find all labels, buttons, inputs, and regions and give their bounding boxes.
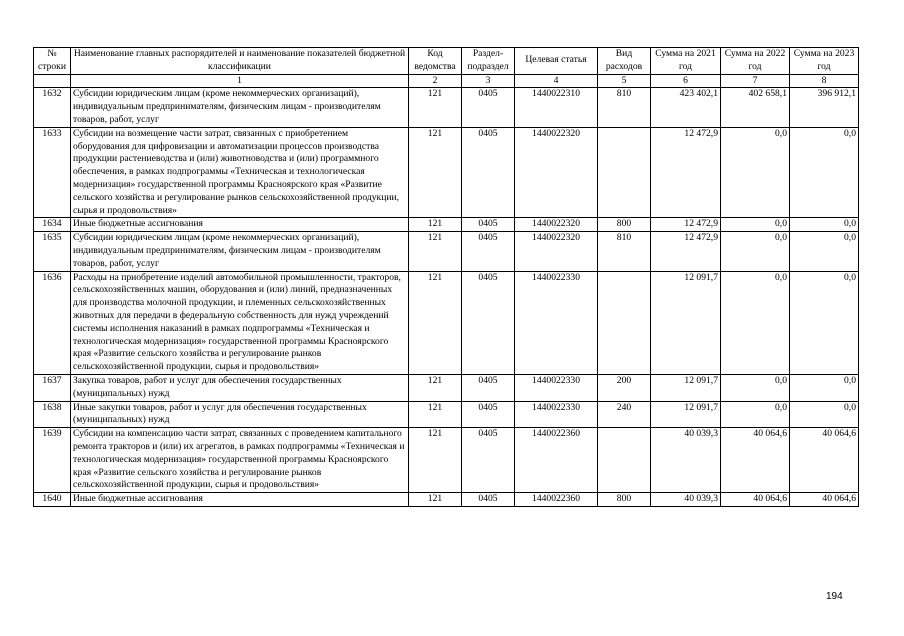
sum-2021-cell: 40 039,3 (651, 428, 721, 493)
dept-code-cell: 121 (409, 374, 462, 401)
header-section: Раздел-подраздел (462, 48, 515, 75)
header-dept-code: Код ведомства (409, 48, 462, 75)
column-number (34, 74, 71, 88)
sum-2023-cell: 396 912,1 (790, 88, 859, 127)
sum-2023-cell: 0,0 (790, 401, 859, 428)
sum-2022-cell: 0,0 (721, 374, 790, 401)
expense-type-cell (598, 127, 651, 218)
expense-type-cell: 240 (598, 401, 651, 428)
sum-2021-cell: 12 472,9 (651, 218, 721, 232)
sum-2022-cell: 0,0 (721, 401, 790, 428)
sum-2021-cell: 12 091,7 (651, 401, 721, 428)
section-cell: 0405 (462, 493, 515, 507)
column-number: 3 (462, 74, 515, 88)
dept-code-cell: 121 (409, 428, 462, 493)
header-name: Наименование главных распорядителей и наименование показателей бюджетной классификации (71, 48, 409, 75)
header-expense-type: Вид расходов (598, 48, 651, 75)
target-article-cell: 1440022320 (515, 232, 598, 271)
row-number-cell: 1638 (34, 401, 71, 428)
header-sum-2022: Сумма на 2022 год (721, 48, 790, 75)
column-number: 1 (71, 74, 409, 88)
sum-2021-cell: 12 472,9 (651, 127, 721, 218)
target-article-cell: 1440022360 (515, 493, 598, 507)
column-number-row (34, 74, 859, 88)
sum-2023-cell: 0,0 (790, 271, 859, 374)
dept-code-cell: 121 (409, 401, 462, 428)
dept-code-cell: 121 (409, 218, 462, 232)
target-article-cell: 1440022330 (515, 374, 598, 401)
sum-2023-cell: 0,0 (790, 374, 859, 401)
sum-2022-cell: 0,0 (721, 232, 790, 271)
header-target-article: Целевая статья (515, 48, 598, 75)
table-row (34, 218, 859, 232)
column-number: 6 (651, 74, 721, 88)
row-name-cell: Субсидии на возмещение части затрат, связанных с приобретением оборудования для цифровизации и автоматизации процессов производства продукции растениеводства и (или) животноводства и (или) программного обеспечения, в рамках подпрограммы «Техническая и технологическая модернизация» государственной программы Красноярского края «Развитие сельского хозяйства и регулирование рынков сельскохозяйственной продукции, сырья и продовольствия» (71, 127, 409, 218)
target-article-cell: 1440022320 (515, 218, 598, 232)
section-cell: 0405 (462, 88, 515, 127)
sum-2023-cell: 0,0 (790, 232, 859, 271)
sum-2023-cell: 40 064,6 (790, 493, 859, 507)
row-name-cell: Расходы на приобретение изделий автомобильной промышленности, тракторов, сельскохозяйственных машин, оборудования и (или) линий, предназначенных для производства молочной продукции, и племенных сельскохозяйственных животных для передачи в федеральную собственность для нужд учреждений системы исполнения наказаний в рамках подпрограммы «Техническая и технологическая модернизация» государственной программы Красноярского края «Развитие сельского хозяйства и регулирование рынков сельскохозяйственной продукции, сырья и продовольствия» (71, 271, 409, 374)
table-row (34, 271, 859, 374)
row-number-cell: 1634 (34, 218, 71, 232)
row-number-cell: 1635 (34, 232, 71, 271)
row-name-cell: Субсидии на компенсацию части затрат, связанных с проведением капитального ремонта тракторов и (или) их агрегатов, в рамках подпрограммы «Техническая и технологическая модернизация» государственной программы Красноярского края «Развитие сельского хозяйства и регулирование рынков сельскохозяйственной продукции, сырья и продовольствия» (71, 428, 409, 493)
sum-2023-cell: 40 064,6 (790, 428, 859, 493)
section-cell: 0405 (462, 127, 515, 218)
sum-2022-cell: 40 064,6 (721, 493, 790, 507)
header-sum-2021: Сумма на 2021 год (651, 48, 721, 75)
row-number-cell: 1640 (34, 493, 71, 507)
target-article-cell: 1440022320 (515, 127, 598, 218)
column-number: 5 (598, 74, 651, 88)
sum-2021-cell: 12 091,7 (651, 271, 721, 374)
row-name-cell: Иные бюджетные ассигнования (71, 218, 409, 232)
table-row (34, 127, 859, 218)
row-number-cell: 1633 (34, 127, 71, 218)
sum-2022-cell: 0,0 (721, 218, 790, 232)
column-number: 4 (515, 74, 598, 88)
expense-type-cell: 800 (598, 218, 651, 232)
target-article-cell: 1440022310 (515, 88, 598, 127)
target-article-cell: 1440022330 (515, 401, 598, 428)
table-header-row (34, 48, 859, 75)
section-cell: 0405 (462, 232, 515, 271)
target-article-cell: 1440022360 (515, 428, 598, 493)
sum-2023-cell: 0,0 (790, 218, 859, 232)
target-article-cell: 1440022330 (515, 271, 598, 374)
expense-type-cell: 810 (598, 232, 651, 271)
sum-2021-cell: 40 039,3 (651, 493, 721, 507)
row-number-cell: 1636 (34, 271, 71, 374)
sum-2022-cell: 0,0 (721, 127, 790, 218)
sum-2021-cell: 423 402,1 (651, 88, 721, 127)
sum-2021-cell: 12 091,7 (651, 374, 721, 401)
expense-type-cell: 810 (598, 88, 651, 127)
section-cell: 0405 (462, 374, 515, 401)
budget-table (33, 47, 859, 507)
dept-code-cell: 121 (409, 493, 462, 507)
column-number: 2 (409, 74, 462, 88)
expense-type-cell: 200 (598, 374, 651, 401)
column-number: 8 (790, 74, 859, 88)
sum-2022-cell: 40 064,6 (721, 428, 790, 493)
header-row-number: № строки (34, 48, 71, 75)
dept-code-cell: 121 (409, 271, 462, 374)
column-number: 7 (721, 74, 790, 88)
row-name-cell: Закупка товаров, работ и услуг для обеспечения государственных (муниципальных) нужд (71, 374, 409, 401)
row-number-cell: 1637 (34, 374, 71, 401)
section-cell: 0405 (462, 218, 515, 232)
table-row (34, 374, 859, 401)
page-number: 194 (826, 591, 843, 602)
sum-2021-cell: 12 472,9 (651, 232, 721, 271)
table-row (34, 232, 859, 271)
table-row (34, 401, 859, 428)
row-number-cell: 1639 (34, 428, 71, 493)
row-name-cell: Субсидии юридическим лицам (кроме некоммерческих организаций), индивидуальным предпринимателям, физическим лицам - производителям товаров, работ, услуг (71, 88, 409, 127)
row-number-cell: 1632 (34, 88, 71, 127)
expense-type-cell (598, 428, 651, 493)
dept-code-cell: 121 (409, 232, 462, 271)
table-row (34, 428, 859, 493)
row-name-cell: Иные закупки товаров, работ и услуг для обеспечения государственных (муниципальных) нужд (71, 401, 409, 428)
section-cell: 0405 (462, 271, 515, 374)
sum-2022-cell: 402 658,1 (721, 88, 790, 127)
row-name-cell: Иные бюджетные ассигнования (71, 493, 409, 507)
dept-code-cell: 121 (409, 127, 462, 218)
row-name-cell: Субсидии юридическим лицам (кроме некоммерческих организаций), индивидуальным предпринимателям, физическим лицам - производителям товаров, работ, услуг (71, 232, 409, 271)
table-row (34, 88, 859, 127)
sum-2023-cell: 0,0 (790, 127, 859, 218)
header-sum-2023: Сумма на 2023 год (790, 48, 859, 75)
expense-type-cell (598, 271, 651, 374)
section-cell: 0405 (462, 401, 515, 428)
expense-type-cell: 800 (598, 493, 651, 507)
table-row (34, 493, 859, 507)
section-cell: 0405 (462, 428, 515, 493)
sum-2022-cell: 0,0 (721, 271, 790, 374)
dept-code-cell: 121 (409, 88, 462, 127)
